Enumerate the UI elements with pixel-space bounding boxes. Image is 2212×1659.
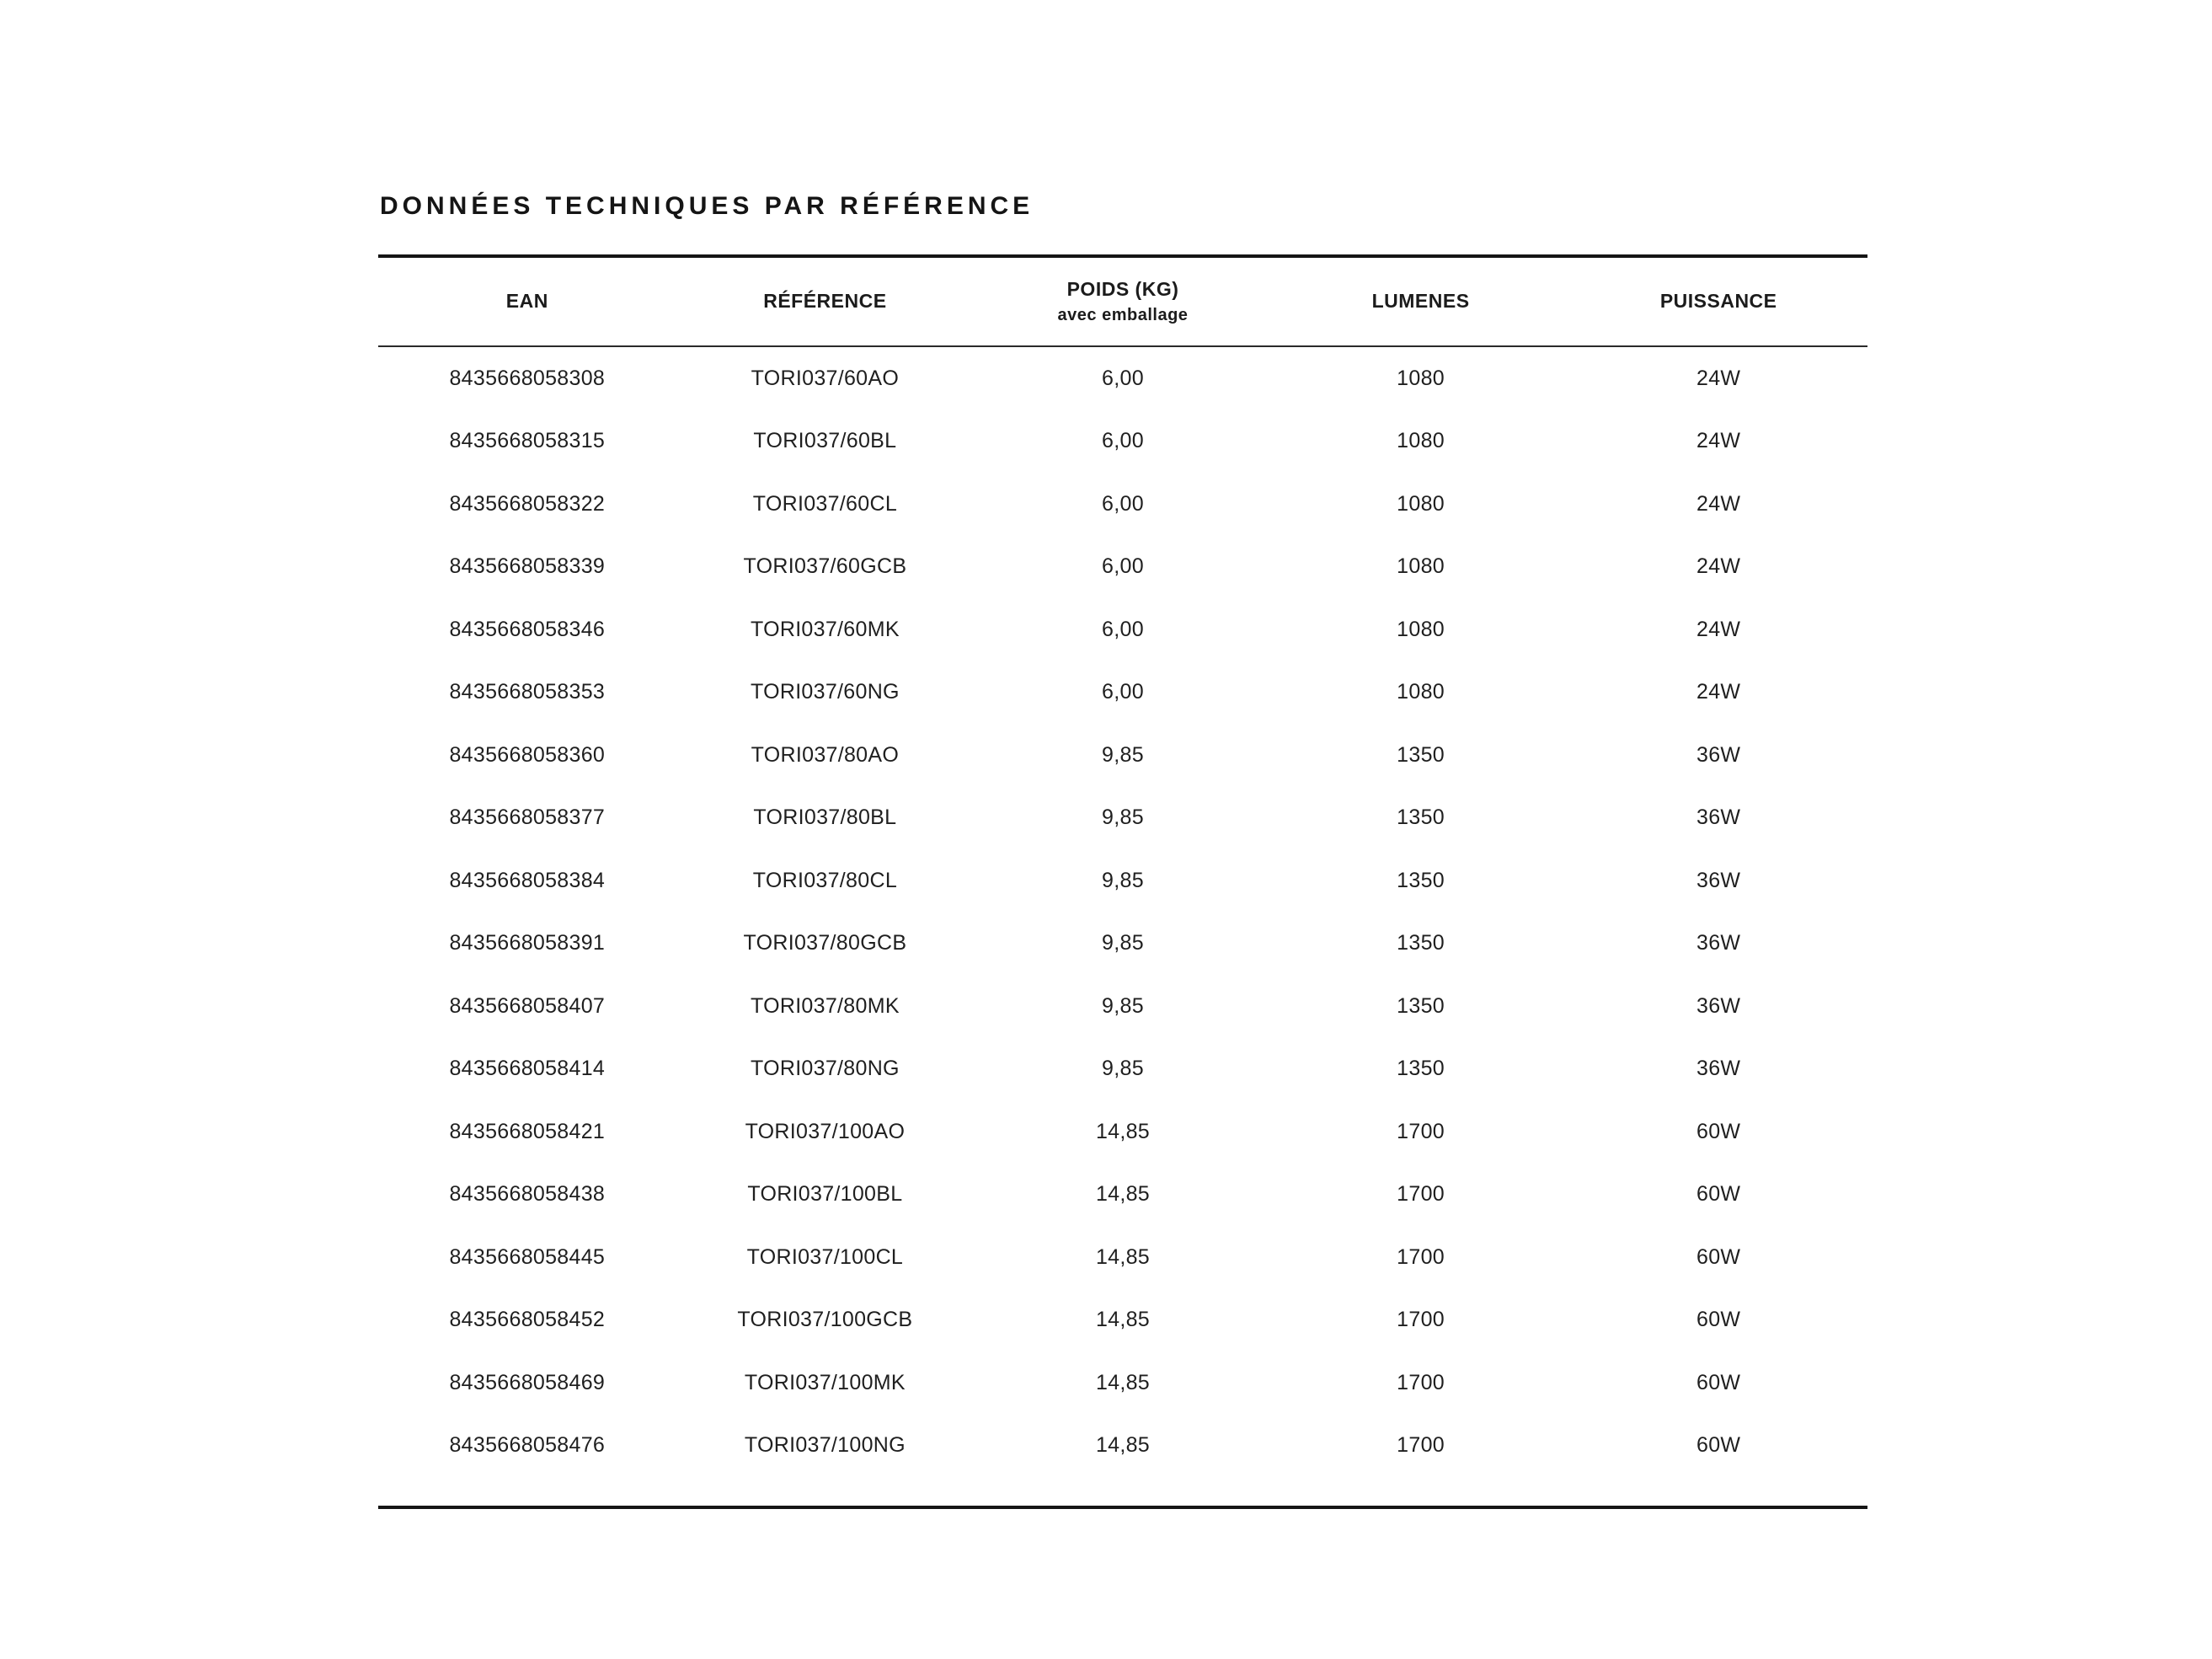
cell-ean: 8435668058407 (449, 993, 606, 1018)
table-body (378, 347, 1867, 1506)
cell-lumenes: 1700 (1397, 1308, 1445, 1332)
cell-lumenes: 1700 (1397, 1433, 1445, 1458)
cell-poids: 6,00 (1102, 366, 1144, 390)
cell-puissance: 60W (1696, 1182, 1741, 1207)
cell-reference: TORI037/100NG (744, 1433, 906, 1458)
cell-puissance: 24W (1696, 429, 1741, 453)
cell-puissance: 60W (1696, 1119, 1741, 1143)
cell-ean: 8435668058469 (449, 1370, 606, 1394)
cell-ean: 8435668058414 (449, 1057, 606, 1081)
column-header-label: EAN (505, 290, 548, 313)
column-header-poids (974, 277, 1272, 326)
cell-reference: TORI037/80MK (750, 993, 900, 1018)
table-row (378, 1100, 1867, 1164)
cell-reference: TORI037/100BL (747, 1182, 903, 1207)
cell-lumenes: 1350 (1397, 742, 1445, 767)
cell-ean: 8435668058445 (449, 1244, 606, 1269)
cell-puissance: 36W (1696, 742, 1741, 767)
cell-ean: 8435668058438 (449, 1182, 606, 1207)
cell-ean: 8435668058308 (449, 366, 606, 390)
column-header-ean (378, 289, 676, 314)
cell-puissance: 24W (1696, 366, 1741, 390)
cell-lumenes: 1700 (1397, 1370, 1445, 1394)
column-header-label: POIDS (KG) (1066, 278, 1179, 301)
cell-puissance: 24W (1696, 617, 1741, 641)
table-row (378, 347, 1867, 410)
cell-puissance: 60W (1696, 1244, 1741, 1269)
cell-poids: 14,85 (1095, 1119, 1151, 1143)
cell-lumenes: 1080 (1397, 617, 1445, 641)
cell-puissance: 24W (1696, 554, 1741, 579)
column-header-label: RÉFÉRENCE (763, 290, 887, 313)
cell-poids: 6,00 (1102, 554, 1144, 579)
table-row (378, 1415, 1867, 1478)
table-row (378, 975, 1867, 1038)
cell-lumenes: 1700 (1397, 1182, 1445, 1207)
cell-ean: 8435668058384 (449, 868, 606, 892)
cell-poids: 14,85 (1095, 1370, 1151, 1394)
cell-lumenes: 1350 (1397, 868, 1445, 892)
table-row (378, 473, 1867, 536)
table-row (378, 1038, 1867, 1101)
cell-puissance: 24W (1696, 680, 1741, 704)
table-row (378, 787, 1867, 850)
cell-reference: TORI037/100CL (746, 1244, 904, 1269)
cell-reference: TORI037/80BL (753, 805, 897, 830)
cell-lumenes: 1080 (1397, 366, 1445, 390)
cell-puissance: 36W (1696, 993, 1741, 1018)
cell-reference: TORI037/60AO (751, 366, 900, 390)
cell-ean: 8435668058353 (449, 680, 606, 704)
cell-lumenes: 1700 (1397, 1244, 1445, 1269)
cell-ean: 8435668058315 (449, 429, 606, 453)
cell-poids: 9,85 (1102, 931, 1144, 955)
column-header-reference (676, 289, 975, 314)
cell-ean: 8435668058346 (449, 617, 606, 641)
technical-data-table (378, 254, 1867, 1509)
cell-lumenes: 1350 (1397, 805, 1445, 830)
cell-poids: 9,85 (1102, 742, 1144, 767)
cell-reference: TORI037/100MK (744, 1370, 906, 1394)
cell-ean: 8435668058360 (449, 742, 606, 767)
cell-ean: 8435668058476 (449, 1433, 606, 1458)
cell-poids: 6,00 (1102, 617, 1144, 641)
cell-reference: TORI037/100AO (745, 1119, 906, 1143)
table-row (378, 661, 1867, 725)
cell-lumenes: 1080 (1397, 491, 1445, 516)
column-header-puissance (1569, 289, 1867, 314)
cell-poids: 14,85 (1095, 1433, 1151, 1458)
cell-ean: 8435668058452 (449, 1308, 606, 1332)
column-header-label: PUISSANCE (1659, 290, 1777, 313)
cell-puissance: 60W (1696, 1308, 1741, 1332)
cell-reference: TORI037/60NG (750, 680, 900, 704)
cell-ean: 8435668058391 (449, 931, 606, 955)
cell-puissance: 36W (1696, 805, 1741, 830)
cell-lumenes: 1350 (1397, 993, 1445, 1018)
table-row (378, 1351, 1867, 1415)
cell-lumenes: 1350 (1397, 931, 1445, 955)
cell-poids: 14,85 (1095, 1308, 1151, 1332)
cell-poids: 9,85 (1102, 868, 1144, 892)
cell-reference: TORI037/80CL (752, 868, 898, 892)
cell-puissance: 60W (1696, 1433, 1741, 1458)
table-row (378, 598, 1867, 661)
table-header-row (378, 258, 1867, 347)
cell-reference: TORI037/60CL (752, 491, 898, 516)
cell-lumenes: 1350 (1397, 1057, 1445, 1081)
table-row (378, 912, 1867, 976)
table-row (378, 536, 1867, 599)
cell-lumenes: 1080 (1397, 554, 1445, 579)
cell-reference: TORI037/60GCB (743, 554, 907, 579)
cell-ean: 8435668058339 (449, 554, 606, 579)
page-title: DONNÉES TECHNIQUES PAR RÉFÉRENCE (380, 192, 1034, 220)
cell-puissance: 36W (1696, 931, 1741, 955)
table-row (378, 724, 1867, 787)
cell-poids: 6,00 (1102, 429, 1144, 453)
cell-puissance: 60W (1696, 1370, 1741, 1394)
cell-reference: TORI037/60MK (750, 617, 900, 641)
cell-lumenes: 1700 (1397, 1119, 1445, 1143)
cell-ean: 8435668058322 (449, 491, 606, 516)
cell-puissance: 24W (1696, 491, 1741, 516)
table-row (378, 1226, 1867, 1289)
column-header-sublabel: avec emballage (1057, 305, 1189, 324)
cell-lumenes: 1080 (1397, 429, 1445, 453)
cell-poids: 6,00 (1102, 680, 1144, 704)
page (378, 192, 1867, 1509)
table-row (378, 1164, 1867, 1227)
table-row (378, 410, 1867, 474)
cell-poids: 14,85 (1095, 1244, 1151, 1269)
column-header-label: LUMENES (1371, 290, 1470, 313)
cell-reference: TORI037/80AO (751, 742, 900, 767)
cell-ean: 8435668058421 (449, 1119, 606, 1143)
cell-reference: TORI037/60BL (753, 429, 897, 453)
cell-lumenes: 1080 (1397, 680, 1445, 704)
cell-reference: TORI037/80GCB (743, 931, 907, 955)
table-row (378, 849, 1867, 912)
cell-poids: 9,85 (1102, 805, 1144, 830)
cell-reference: TORI037/100GCB (737, 1308, 913, 1332)
cell-ean: 8435668058377 (449, 805, 606, 830)
cell-poids: 9,85 (1102, 993, 1144, 1018)
table-row (378, 1289, 1867, 1352)
cell-reference: TORI037/80NG (750, 1057, 900, 1081)
cell-poids: 6,00 (1102, 491, 1144, 516)
cell-puissance: 36W (1696, 1057, 1741, 1081)
cell-poids: 14,85 (1095, 1182, 1151, 1207)
column-header-lumenes (1272, 289, 1570, 314)
cell-poids: 9,85 (1102, 1057, 1144, 1081)
cell-puissance: 36W (1696, 868, 1741, 892)
